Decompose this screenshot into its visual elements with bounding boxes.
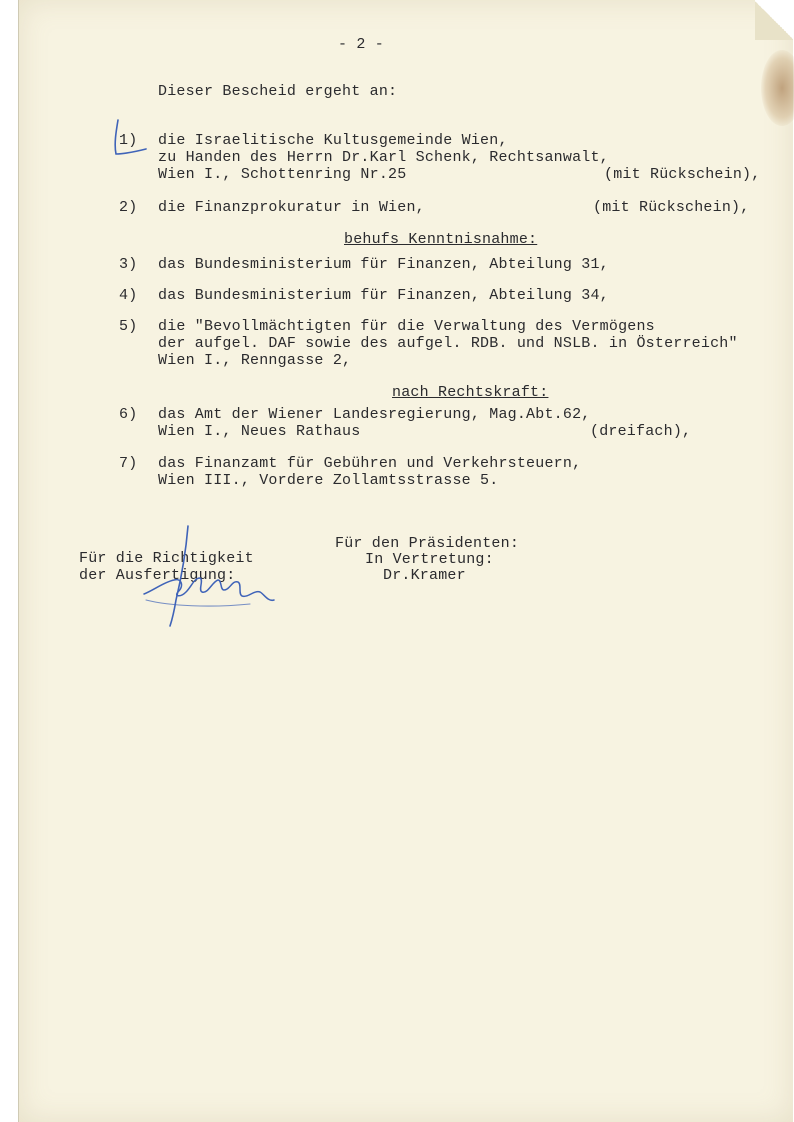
- intro-line: Dieser Bescheid ergeht an:: [158, 83, 398, 100]
- pen-tick-mark: [108, 118, 152, 160]
- item-4-line-1: das Bundesministerium für Finanzen, Abteilung 34,: [158, 287, 609, 304]
- item-5-line-3: Wien I., Renngasse 2,: [158, 352, 352, 369]
- heading-rechtskraft: nach Rechtskraft:: [392, 384, 549, 401]
- item-1-line-2: zu Handen des Herrn Dr.Karl Schenk, Rechtsanwalt,: [158, 149, 609, 166]
- signature-line-3: Dr.Kramer: [383, 567, 466, 584]
- item-6-line-1: das Amt der Wiener Landesregierung, Mag.Abt.62,: [158, 406, 591, 423]
- item-1-line-3: Wien I., Schottenring Nr.25: [158, 166, 407, 183]
- item-6-line-2: Wien I., Neues Rathaus: [158, 423, 361, 440]
- item-1-line-1: die Israelitische Kultusgemeinde Wien,: [158, 132, 508, 149]
- item-number-6: 6): [119, 406, 138, 423]
- handwritten-signature: [130, 520, 290, 630]
- page-number: - 2 -: [338, 36, 385, 53]
- certification-line-1: Für die Richtigkeit: [79, 550, 254, 567]
- item-number-5: 5): [119, 318, 138, 335]
- item-5-line-2: der aufgel. DAF sowie des aufgel. RDB. und NSLB. in Österreich": [158, 335, 738, 352]
- certification-line-2: der Ausfertigung:: [79, 567, 236, 584]
- item-number-7: 7): [119, 455, 138, 472]
- item-2-line-1: die Finanzprokuratur in Wien,: [158, 199, 425, 216]
- item-5-line-1: die "Bevollmächtigten für die Verwaltung des Vermögens: [158, 318, 655, 335]
- item-number-3: 3): [119, 256, 138, 273]
- item-number-4: 4): [119, 287, 138, 304]
- item-3-line-1: das Bundesministerium für Finanzen, Abteilung 31,: [158, 256, 609, 273]
- item-2-note: (mit Rückschein),: [593, 199, 750, 216]
- item-1-note: (mit Rückschein),: [604, 166, 761, 183]
- item-7-line-2: Wien III., Vordere Zollamtsstrasse 5.: [158, 472, 499, 489]
- signature-line-1: Für den Präsidenten:: [335, 535, 520, 552]
- item-number-1: 1): [119, 132, 138, 149]
- item-7-line-1: das Finanzamt für Gebühren und Verkehrsteuern,: [158, 455, 582, 472]
- item-number-2: 2): [119, 199, 138, 216]
- item-6-note: (dreifach),: [590, 423, 692, 440]
- signature-line-2: In Vertretung:: [365, 551, 494, 568]
- folded-corner: [755, 0, 793, 40]
- paper-stain: [761, 50, 794, 126]
- heading-kenntnisnahme: behufs Kenntnisnahme:: [344, 231, 538, 248]
